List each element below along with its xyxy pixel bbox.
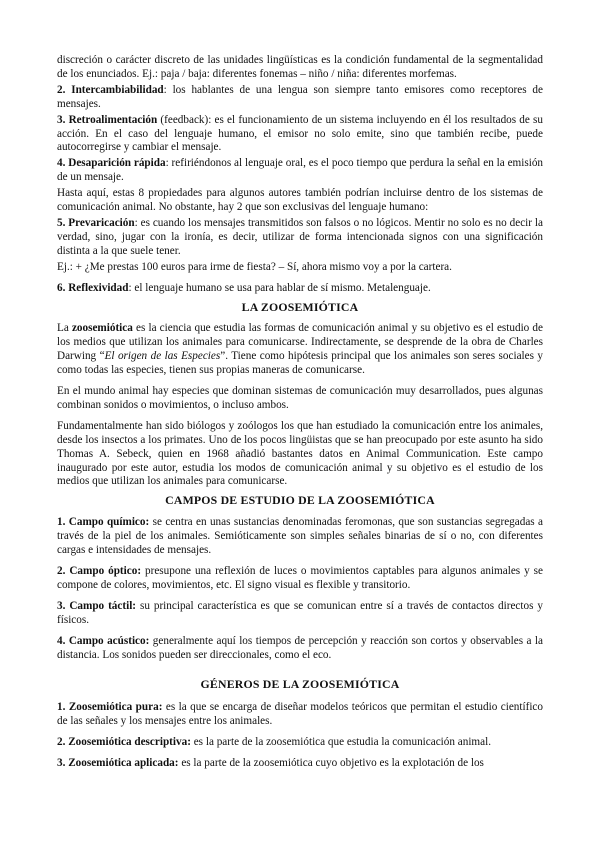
item-reflexividad xyxy=(57,282,543,296)
zoo-intro-lead: La xyxy=(57,322,72,335)
text-desaparicion: : refiriéndonos al lenguaje oral, es el poco tiempo que perdura la señal en la emisión de un mensaje. xyxy=(57,157,544,184)
paragraph-zoo-intro xyxy=(57,322,543,378)
term-campo-quimico: 1. Campo químico: xyxy=(57,516,150,529)
paragraph-hasta-aqui: Hasta aquí, estas 8 propiedades para algunos autores también podrían incluirse dentro de los sistemas de comunicación animal. No obstante, hay 2 que son exclusivas del lenguaje humano: xyxy=(57,187,543,214)
term-zoo-aplicada: 3. Zoosemiótica aplicada: xyxy=(57,757,179,770)
text-campo-quimico: se centra en unas sustancias denominadas feromonas, que son sustancias segregadas a través de la piel de los animales. Semióticamente son simples señales binarias de sí o no, con diferentes cargas e intensidades de mensajes. xyxy=(57,516,544,557)
item-campo-acustico xyxy=(57,635,543,663)
zoo-intro-text1: es la ciencia que estudia las formas de comunicación animal y su objetivo es el estudio de los medios que utilizan los animales para comunicarse. Indirectamente, se desprende de la obra de Charles Darwing “ xyxy=(57,322,543,363)
text-campo-tactil: su principal característica es que se comunican entre sí a través de contactos directos y físicos. xyxy=(57,599,543,626)
item-desaparicion xyxy=(57,157,543,185)
book-title: El origen de las Especies xyxy=(104,350,221,363)
paragraph-fundamentalmente: Fundamentalmente han sido biólogos y zoólogos los que han estudiado la comunicación entre los animales, desde los insectos a los primates. Uno de los pocos lingüistas que se han preocupado por este asunto ha sido Thomas A. Sebeck, quien en 1968 añadió bastantes datos en Animal Communication. Este campo inaugurado por este autor, estudia los modos de comunicación animal y su objetivo es el estudio de los medios que utilizan los animales para comunicarse. xyxy=(57,419,543,488)
text-intercambiabilidad: : los hablantes de una lengua son siempre tanto emisores como receptores de mensajes. xyxy=(57,83,543,110)
term-intercambiabilidad: 2. Intercambiabilidad xyxy=(57,83,164,96)
term-campo-tactil: 3. Campo táctil: xyxy=(57,599,137,612)
term-zoosemiotica: zoosemiótica xyxy=(71,322,133,335)
item-prevaricacion xyxy=(57,217,543,259)
term-reflexividad: 6. Reflexividad xyxy=(57,281,129,294)
item-campo-tactil xyxy=(57,600,543,628)
term-desaparicion: 4. Desaparición rápida xyxy=(57,157,166,170)
item-zoo-aplicada xyxy=(57,757,543,771)
paragraph-mundo-animal: En el mundo animal hay especies que dominan sistemas de comunicación muy desarrollados, pues algunas combinan sonidos o movimientos, o incluso ambos. xyxy=(57,385,543,411)
document-page xyxy=(57,54,543,773)
term-zoo-descriptiva: 2. Zoosemiótica descriptiva: xyxy=(57,736,191,749)
item-zoo-pura xyxy=(57,701,543,729)
paragraph-discrecion: discreción o carácter discreto de las unidades lingüísticas es la condición fundamental de la segmentalidad de los enunciados. Ej.: paja / baja: diferentes fonemas – niño / niña: diferentes morfemas. xyxy=(57,54,543,80)
text-zoo-aplicada: es la parte de la zoosemiótica cuyo objetivo es la explotación de los xyxy=(178,757,484,770)
text-zoo-descriptiva: es la parte de la zoosemiótica que estudia la comunicación animal. xyxy=(190,736,492,749)
heading-generos: GÉNEROS DE LA ZOOSEMIÓTICA xyxy=(200,677,400,692)
zoo-intro-text2: ”. Tiene como hipótesis principal que los animales son seres sociales y como todas las especies, tienen sus propias maneras de comunicarse. xyxy=(57,350,543,377)
term-zoo-pura: 1. Zoosemiótica pura: xyxy=(57,701,163,714)
heading-zoosemiotica: LA ZOOSEMIÓTICA xyxy=(241,299,359,314)
heading-campos: CAMPOS DE ESTUDIO DE LA ZOOSEMIÓTICA xyxy=(165,493,435,508)
text-retroalimentacion: (feedback): es el funcionamiento de un sistema incluyendo en él los resultados de su acción. En el caso del lenguaje humano, el emisor no solo emite, sino que también recibe, puede autocorregirse y cambiar el mensaje. xyxy=(57,113,543,154)
item-campo-quimico xyxy=(57,516,543,558)
term-retroalimentacion: 3. Retroalimentación xyxy=(57,113,158,126)
term-campo-optico: 2. Campo óptico: xyxy=(57,565,142,577)
item-zoo-descriptiva xyxy=(57,736,543,750)
term-prevaricacion: 5. Prevaricación xyxy=(57,216,135,229)
item-campo-optico xyxy=(57,565,543,593)
text-campo-acustico: generalmente aquí los tiempos de percepción y reacción son cortos y observables a la distancia. Los sonidos pueden ser direccionales, como el eco. xyxy=(57,634,543,661)
text-zoo-pura: es la que se encarga de diseñar modelos teóricos que permitan el estudio científico de las señales y los mensajes entre los animales. xyxy=(57,701,543,728)
item-retroalimentacion xyxy=(57,114,543,156)
item-intercambiabilidad xyxy=(57,84,543,112)
term-campo-acustico: 4. Campo acústico: xyxy=(57,634,150,647)
text-reflexividad: : el lenguaje humano se usa para hablar de sí mismo. Metalenguaje. xyxy=(128,281,431,294)
paragraph-ejemplo: Ej.: + ¿Me prestas 100 euros para irme de fiesta? – Sí, ahora mismo voy a por la cartera. xyxy=(57,260,452,273)
text-campo-optico: presupone una reflexión de luces o movimientos captables para algunos animales y se compone de colores, movimientos, etc. El signo visual es flexible y transitorio. xyxy=(57,565,543,591)
text-prevaricacion: : es cuando los mensajes transmitidos son falsos o no lógicos. Mentir no solo es no decir la verdad, sino, jugar con la ironía, es decir, utilizar de forma intencionada signos con una significación distinta a la que suele tener. xyxy=(57,216,543,257)
